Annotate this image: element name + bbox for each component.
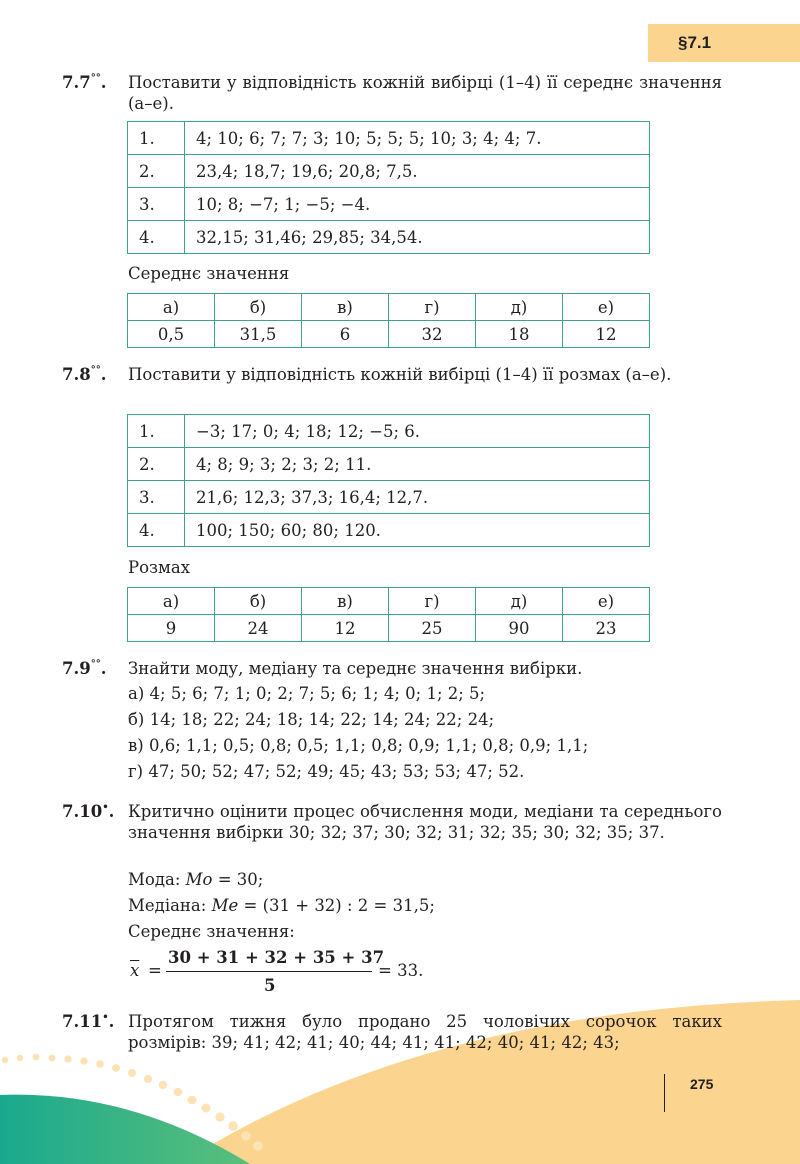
exercise-text: Знайти моду, медіану та середнє значення вибірки. (128, 659, 583, 678)
table-row: 3. 21,6; 12,3; 37,3; 16,4; 12,7. (128, 481, 650, 514)
table-row: 1. −3; 17; 0; 4; 18; 12; −5; 6. (128, 415, 650, 448)
exercise-7-10 (62, 801, 722, 843)
exercise-7-7 (62, 72, 722, 114)
table-row: 1. 4; 10; 6; 7; 7; 3; 10; 5; 5; 5; 10; 3; 4; 4; 7. (128, 122, 650, 155)
mean-label: Середнє значення: (128, 922, 295, 941)
table-row: 0,5 31,5 6 32 18 12 (128, 321, 650, 348)
section-tab: §7.1 (648, 24, 800, 62)
exercise-number: 7.10•. (62, 802, 115, 821)
table-row: а) б) в) г) д) е) (128, 294, 650, 321)
answers-table-7-8 (127, 587, 650, 642)
table-caption: Середнє значення (128, 264, 290, 283)
table-row: 4. 32,15; 31,46; 29,85; 34,54. (128, 221, 650, 254)
median-line: Медіана: Me = (31 + 32) : 2 = 31,5; (128, 896, 435, 915)
numerator: 30 + 31 + 32 + 35 + 37 (168, 948, 385, 967)
samples-table-7-8 (127, 414, 650, 547)
exercise-number: 7.7°°. (62, 73, 107, 92)
samples-table-7-7 (127, 121, 650, 254)
mode-line: Мода: Mo = 30; (128, 870, 264, 889)
table-row: 2. 23,4; 18,7; 19,6; 20,8; 7,5. (128, 155, 650, 188)
list-item: а) 4; 5; 6; 7; 1; 0; 2; 7; 5; 6; 1; 4; 0; 1; 2; 5; (128, 684, 486, 703)
exercise-7-11 (62, 1011, 722, 1053)
exercise-number: 7.9°°. (62, 659, 107, 678)
list-item: б) 14; 18; 22; 24; 18; 14; 22; 14; 24; 22; 24; (128, 710, 495, 729)
exercise-number: 7.11•. (62, 1012, 115, 1031)
exercise-text: Критично оцінити процес обчислення моди, медіани та середнього значення вибірки 30; 32; 37; 30; 32; 31; 32; 35; 30; 32; 35; 37. (128, 802, 722, 842)
exercise-7-9 (62, 658, 722, 679)
fraction-bar (166, 971, 372, 972)
table-row: 4. 100; 150; 60; 80; 120. (128, 514, 650, 547)
green-wave (0, 1095, 250, 1164)
answers-table-7-7 (127, 293, 650, 348)
list-item: в) 0,6; 1,1; 0,5; 0,8; 0,5; 1,1; 0,8; 0,9; 1,1; 0,8; 0,9; 1,1; (128, 736, 589, 755)
exercise-text: Протягом тижня було продано 25 чоловічих сорочок таких розмірів: 39; 41; 42; 41; 40; 44; 41; 41; 42; 40; 41; 42; 43; (128, 1012, 722, 1052)
result: = 33. (378, 961, 424, 980)
exercise-text: Поставити у відповідність кожній вибірці (1–4) її розмах (а–е). (128, 365, 672, 384)
exercise-7-8 (62, 364, 722, 385)
exercise-text: Поставити у відповідність кожній вибірці (1–4) її середнє значення (а–е). (128, 73, 722, 113)
table-row: 2. 4; 8; 9; 3; 2; 3; 2; 11. (128, 448, 650, 481)
table-row: а) б) в) г) д) е) (128, 588, 650, 615)
table-row: 3. 10; 8; −7; 1; −5; −4. (128, 188, 650, 221)
list-item: г) 47; 50; 52; 47; 52; 49; 45; 43; 53; 53; 47; 52. (128, 762, 525, 781)
exercise-number: 7.8°°. (62, 365, 107, 384)
xbar-symbol: $\overline{x}$ (130, 961, 140, 980)
table-caption: Розмах (128, 558, 191, 577)
table-row: 9 24 12 25 90 23 (128, 615, 650, 642)
denominator: 5 (264, 976, 276, 995)
page-number: 275 (690, 1076, 714, 1092)
page-number-divider (664, 1074, 665, 1112)
